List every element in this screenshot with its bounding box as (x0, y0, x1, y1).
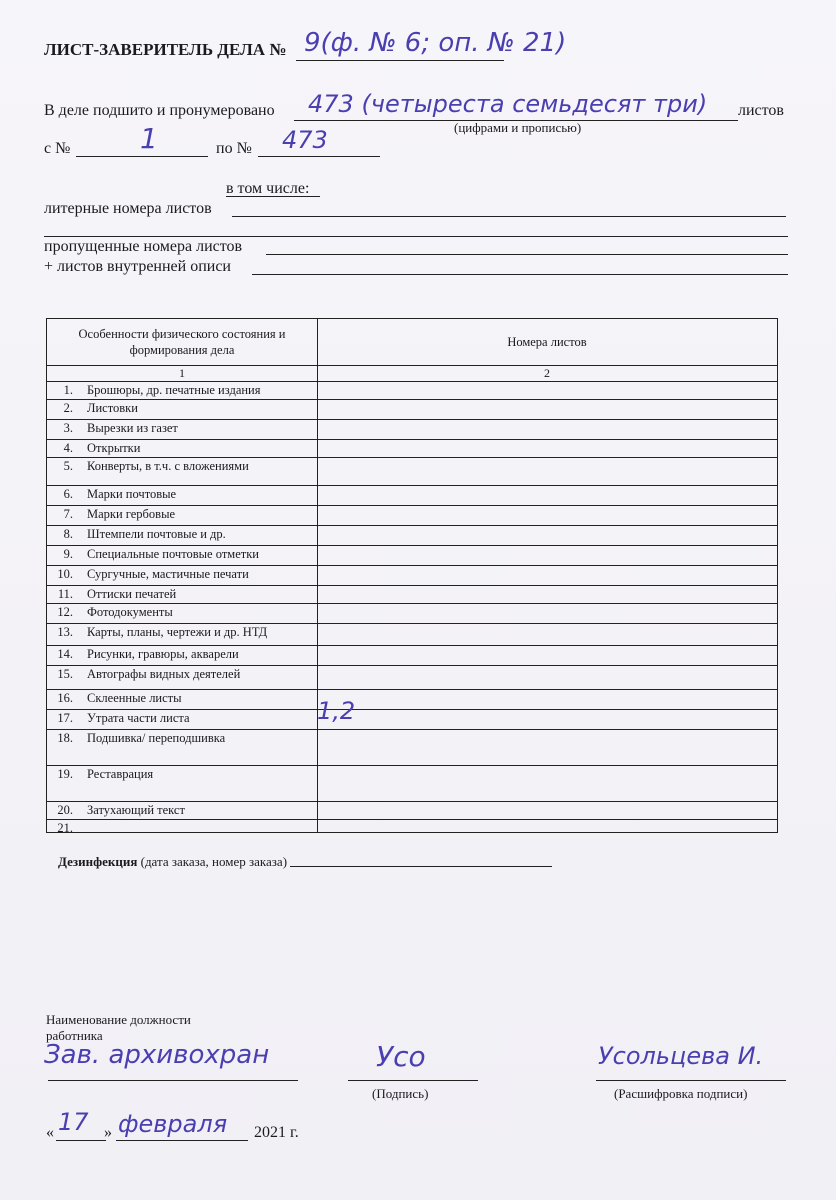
table-row-label: Специальные почтовые отметки (87, 547, 259, 561)
column-header-features: Особенности физического состояния и формирования дела (78, 327, 286, 357)
table-row-border (47, 645, 777, 646)
disinfection-label-rest: (дата заказа, номер заказа) (137, 854, 288, 869)
table-row-border (47, 505, 777, 506)
table-row-label: Утрата части листа (87, 711, 190, 725)
table-row-number: 17. (57, 711, 73, 725)
filed-suffix: листов (738, 102, 784, 119)
from-number-handwritten: 1 (140, 122, 158, 155)
table-row-border (47, 709, 777, 710)
date-day-handwritten: 17 (58, 1108, 89, 1136)
signature-underline (348, 1080, 478, 1081)
signature-handwritten: Усо (376, 1040, 426, 1073)
missed-underline (266, 254, 788, 255)
disinfection-label-bold: Дезинфекция (58, 854, 138, 869)
table-row-number: 13. (57, 625, 73, 639)
table-row-border (47, 399, 777, 400)
filed-label: В деле подшито и пронумеровано (44, 102, 275, 119)
table-row-number: 11. (57, 587, 73, 601)
table-row-number: 1. (63, 383, 73, 397)
table-row-label: Марки гербовые (87, 507, 176, 521)
table-row-border (47, 665, 777, 666)
table-row-number: 4. (63, 441, 73, 455)
table-row-border (47, 545, 777, 546)
table-row-border (47, 485, 777, 486)
table-row-border (47, 525, 777, 526)
decode-handwritten: Усольцева И. (598, 1042, 764, 1070)
table-row-border (47, 819, 777, 820)
filed-hint: (цифрами и прописью) (454, 120, 582, 135)
table-row-label: Затухающий текст (87, 803, 185, 817)
table-row-number: 18. (57, 731, 73, 745)
including-label: в том числе: (226, 180, 310, 197)
table-row-number: 19. (57, 767, 73, 781)
position-label-line1: Наименование должности (46, 1012, 191, 1027)
case-number-underline (296, 60, 504, 61)
table-row-border (47, 623, 777, 624)
table-row-label: Оттиски печатей (87, 587, 177, 601)
table-row-label: Карты, планы, чертежи и др. НТД (87, 625, 268, 639)
case-number-handwritten: 9(ф. № 6; оп. № 21) (304, 28, 567, 58)
including-underline (226, 196, 320, 197)
table-row-label: Фотодокументы (87, 605, 173, 619)
disinfection-label (58, 854, 287, 870)
inner-inventory-label: + листов внутренней описи (44, 258, 231, 275)
table-row-border (47, 439, 777, 440)
from-underline (76, 156, 208, 157)
table-row-border (47, 603, 777, 604)
disinfection-underline (290, 866, 552, 867)
table-row-number: 20. (57, 803, 73, 817)
table-row-number: 10. (57, 567, 73, 581)
table-row-label: Подшивка/ переподшивка (87, 731, 226, 745)
table-row-border (47, 689, 777, 690)
to-underline (258, 156, 380, 157)
signature-label: (Подпись) (372, 1086, 429, 1101)
date-open-quote: « (46, 1124, 54, 1141)
column-number-2: 2 (544, 366, 550, 380)
table-row-label: Склеенные листы (87, 691, 182, 705)
table-row-border (47, 419, 777, 420)
date-close-quote: » (104, 1124, 112, 1141)
table-row-label: Конверты, в т.ч. с вложениями (87, 459, 249, 473)
table-row-label: Автографы видных деятелей (87, 667, 241, 681)
from-label: с № (44, 140, 71, 157)
table-row-number: 9. (63, 547, 73, 561)
date-year: 2021 г. (254, 1124, 299, 1141)
position-label-line2: работника (46, 1028, 103, 1043)
table-row-border (47, 729, 777, 730)
table-row-border (47, 565, 777, 566)
date-month-underline (116, 1140, 248, 1141)
table-row-number: 16. (57, 691, 73, 705)
table-row-value: 1,2 (317, 697, 356, 725)
position-underline (48, 1080, 298, 1081)
column-number-1: 1 (179, 366, 185, 380)
table-row-number: 2. (63, 401, 73, 415)
to-label: по № (216, 140, 252, 157)
table-row-label: Сургучные, мастичные печати (87, 567, 249, 581)
blank-line (44, 236, 788, 237)
filed-count-handwritten: 473 (четыреста семьдесят три) (308, 90, 708, 118)
table-column-divider (317, 319, 318, 832)
table-row-number: 8. (63, 527, 73, 541)
document-title: ЛИСТ-ЗАВЕРИТЕЛЬ ДЕЛА № (44, 40, 287, 59)
table-row-border (47, 585, 777, 586)
table-row-border (47, 381, 777, 382)
missed-numbers-label: пропущенные номера листов (44, 238, 243, 255)
table-row-label: Вырезки из газет (87, 421, 178, 435)
table-row-number: 21. (57, 821, 73, 835)
table-row-number: 3. (63, 421, 73, 435)
inner-underline (252, 274, 788, 275)
table-row-label: Штемпели почтовые и др. (87, 527, 226, 541)
to-number-handwritten: 473 (282, 126, 328, 154)
table-row-number: 5. (63, 459, 73, 473)
table-row-number: 6. (63, 487, 73, 501)
table-row-label: Рисунки, гравюры, акварели (87, 647, 239, 661)
table-row-label: Открытки (87, 441, 141, 455)
table-row-label: Марки почтовые (87, 487, 177, 501)
date-day-underline (56, 1140, 106, 1141)
table-row-number: 15. (57, 667, 73, 681)
table-row-border (47, 765, 777, 766)
table-row-number: 14. (57, 647, 73, 661)
table-row-number: 12. (57, 605, 73, 619)
physical-state-table (46, 318, 778, 833)
decode-underline (596, 1080, 786, 1081)
column-header-sheet-numbers: Номера листов (507, 334, 587, 349)
date-month-handwritten: февраля (118, 1110, 228, 1138)
table-row-number: 7. (63, 507, 73, 521)
table-row-label: Реставрация (87, 767, 154, 781)
table-row-label: Листовки (87, 401, 138, 415)
table-row-border (47, 457, 777, 458)
table-row-border (47, 801, 777, 802)
table-row-label: Брошюры, др. печатные издания (87, 383, 261, 397)
liter-underline (232, 216, 786, 217)
decode-label: (Расшифровка подписи) (614, 1086, 748, 1101)
liter-numbers-label: литерные номера листов (44, 200, 212, 217)
position-handwritten: Зав. архивохран (44, 1040, 270, 1070)
